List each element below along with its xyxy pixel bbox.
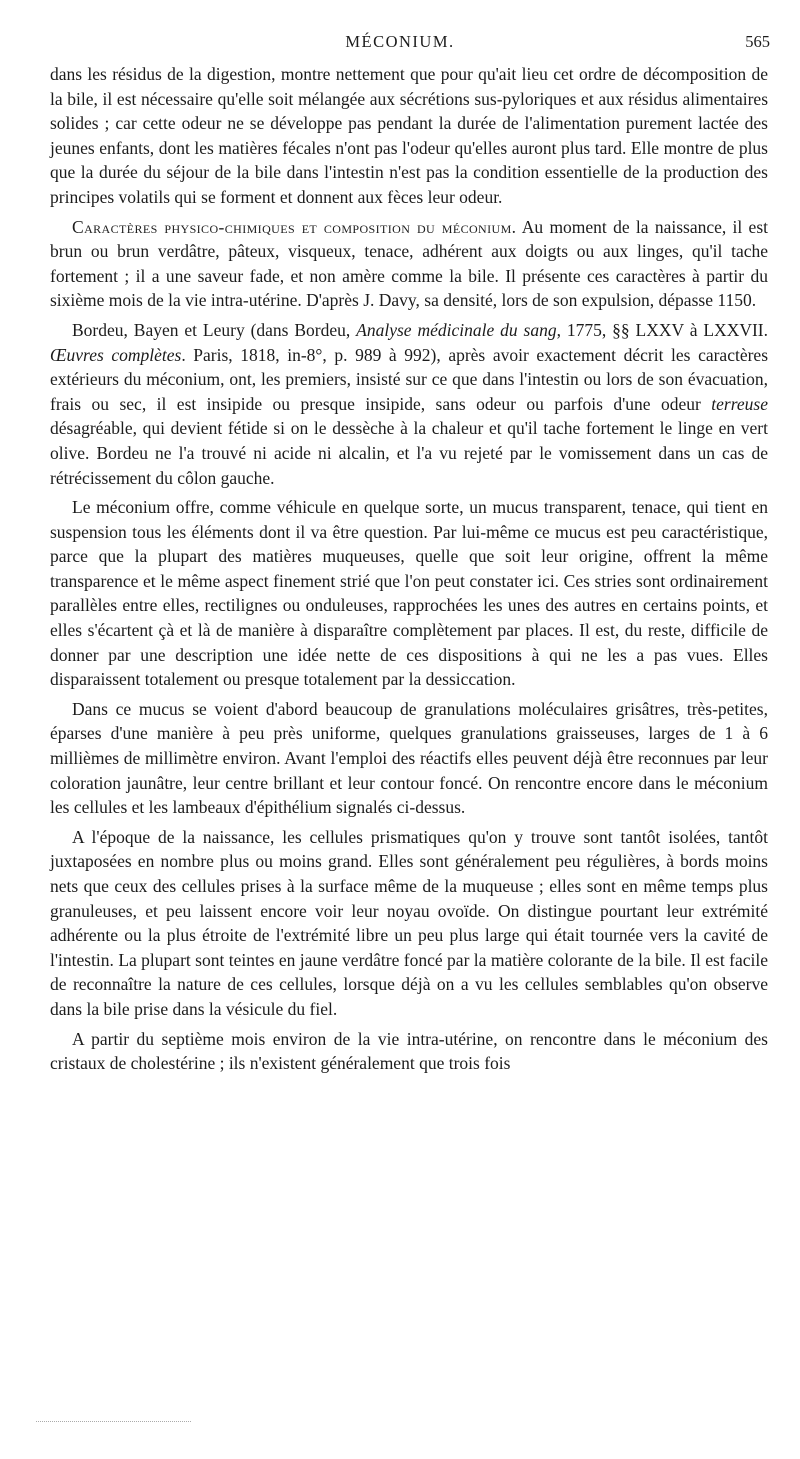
- paragraph-cholesterine: A partir du septième mois environ de la vie intra-utérine, on rencontre dans le méconium des cristaux de cholestérine ; ils n'existent généralement que trois fois: [50, 1028, 768, 1074]
- text-run: . Paris, 1818, in-8°, p. 989 à 992), après avoir exactement décrit les caractères extérieurs du méconium, ont, les premiers, insisté sur ce que dans l'intestin ou lors de son évacuation, frais ou sec, il est insipide ou presque insipide, sans odeur ou parfois d'une odeur: [50, 344, 769, 414]
- paragraph-granulations: Dans ce mucus se voient d'abord beaucoup de granulations moléculaires grisâtres, très-petites, éparses d'une manière à peu près uniforme, quelques granulations graisseuses, larges de 1 à 6 millièmes de millimètre environ. Avant l'emploi des réactifs elles peuvent déjà être reconnues par leur coloration jaunâtre, leur centre brillant et leur contour foncé. On rencontre encore dans le méconium les cellules et les lambeaux d'épithélium signalés ci-dessus.: [50, 698, 768, 818]
- text-run: désagréable, qui devient fétide si on le dessèche à la chaleur et qu'il tache fortement le linge en vert olive. Bordeu ne l'a trouvé ni acide ni alcalin, et l'a vu rejeté par le vomissement dans un cas de rétrécissement du côlon gauche.: [50, 418, 768, 488]
- paragraph-text: Au moment de la naissance, il est brun ou brun verdâtre, pâteux, visqueux, tenace, adhérent aux doigts ou aux linges, qu'il tache fortement ; il a une saveur fade, et non amère comme la bile. Il présente ces caractères à partir du sixième mois de la vie intra-utérine. D'après J. Davy, sa densité, lors de son expulsion, dépasse 1150.: [50, 216, 769, 311]
- paragraph-bordeu: [50, 318, 768, 490]
- running-title: MÉCONIUM.: [345, 32, 455, 51]
- text-run: , 1775, §§ LXXV à LXXVII.: [556, 319, 768, 340]
- book-title: Œuvres complètes: [50, 344, 182, 365]
- book-title: Analyse médicinale du sang: [356, 319, 557, 340]
- page-body: [50, 62, 768, 1076]
- page-number: 565: [745, 32, 770, 51]
- paragraph-digestion: dans les résidus de la digestion, montre nettement que pour qu'ait lieu cet ordre de décomposition de la bile, il est nécessaire qu'elle soit mélangée aux sécrétions sus-pyloriques et aux résidus alimentaires solides ; car cette odeur ne se développe pas pendant la durée de l'alimentation purement lactée des jeunes enfants, dont les matières fécales n'ont pas l'odeur qu'elles auront plus tard. Elle montre de plus que la durée du séjour de la bile dans l'intestin n'est pas la condition essentielle de la production des principes volatils qui se forment et donnent aux fèces leur odeur.: [50, 64, 768, 207]
- paragraph-cellules: A l'époque de la naissance, les cellules prismatiques qu'on y trouve sont tantôt isolées, tantôt juxtaposées en nombre plus ou moins grand. Elles sont généralement peu régulières, à bords moins nets que ceux des cellules prises à la surface même de la muqueuse ; elles sont en même temps plus granuleuses, et peu laissent encore voir leur noyau ovoïde. On distingue pourtant leur extrémité adhérente ou la plus étroite de l'extrémité libre un peu plus large qui était tournée vers la cavité de l'intestin. La plupart sont teintes en jaune verdâtre foncé par la matière colorante de la bile. Il est facile de reconnaître la nature de ces cellules, lorsque déjà on a vu les cellules semblables qu'on observe dans la bile prise dans la vésicule du fiel.: [50, 826, 768, 1019]
- text-run: Bordeu, Bayen et Leury (dans Bordeu,: [72, 319, 357, 340]
- paragraph-mucus: Le méconium offre, comme véhicule en quelque sorte, un mucus transparent, tenace, qui tient en suspension tous les éléments dont il va être question. Par lui-même ce mucus est peu caractéristique, parce que la plupart des matières muqueuses, quelle que soit leur origine, offrent la même transparence et le même aspect finement strié que l'on peut constater ici. Ces stries sont ordinairement parallèles entre elles, rectilignes ou onduleuses, rapprochées les unes des autres en certains points, et elles s'écartent çà et là de manière à disparaître complètement par places. Il est, du reste, difficile de donner par une description une idée nette de ces dispositions à qui ne les a pas vues. Elles disparaissent totalement ou presque totalement par la dessiccation.: [50, 497, 768, 690]
- paragraph-physico-chemical: [50, 215, 768, 313]
- section-heading: Caractères physico-chimiques et composition du méconium.: [72, 216, 517, 237]
- emphasized-word: terreuse: [711, 393, 768, 414]
- running-head: [0, 32, 800, 56]
- footer-rule: [36, 1421, 191, 1422]
